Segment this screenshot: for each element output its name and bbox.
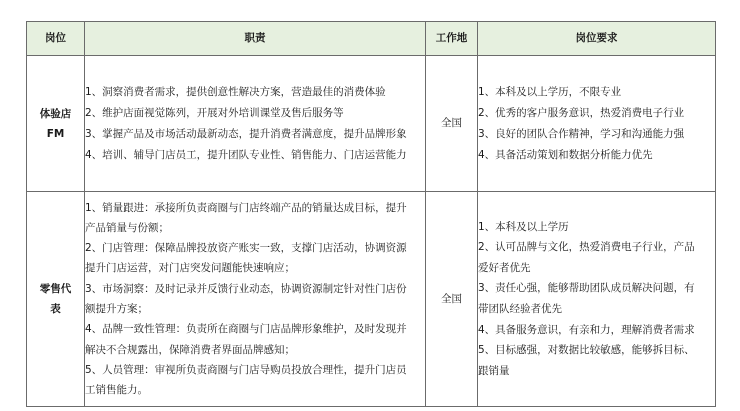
position-title-line: FM <box>46 127 65 140</box>
duty-item: 1、洞察消费者需求，提供创意性解决方案，营造最佳的消费体验 <box>85 85 386 98</box>
duty-line: 5、人员管理：审视所负责商圈与门店导购员投放合理性，提升门店员 <box>85 363 407 376</box>
duty-item: 4、培训、辅导门店员工，提升团队专业性、销售能力、门店运营能力 <box>85 148 407 161</box>
location-cell: 全国 <box>426 192 478 407</box>
position-cell <box>27 192 85 407</box>
header-location: 工作地 <box>426 22 478 56</box>
requirement-line: 爱好者优先 <box>478 261 531 274</box>
requirement-line: 4、具备服务意识，有亲和力，理解消费者需求 <box>478 323 695 336</box>
requirement-line: 跟销量 <box>478 364 510 377</box>
requirement-line: 3、责任心强，能够帮助团队成员解决问题，有 <box>478 282 695 295</box>
duty-line: 1、销量跟进：承接所负责商圈与门店终端产品的销量达成目标，提升 <box>85 201 407 214</box>
duty-line: 提升门店运营，对门店突发问题能快速响应； <box>85 262 295 275</box>
header-position: 岗位 <box>27 22 85 56</box>
position-title-line: 体验店 <box>39 107 72 120</box>
requirement-item: 3、良好的团队合作精神，学习和沟通能力强 <box>478 127 685 140</box>
duty-line: 解决不合规露出，保障消费者界面品牌感知； <box>85 343 295 356</box>
header-requirements: 岗位要求 <box>478 22 716 56</box>
duty-item: 3、掌握产品及市场活动最新动态，提升消费者满意度，提升品牌形象 <box>85 127 407 140</box>
duties-cell <box>85 56 426 192</box>
job-table <box>26 21 716 407</box>
requirement-line: 带团队经验者优先 <box>478 303 562 315</box>
duty-line: 工销售能力。 <box>85 384 148 397</box>
duty-line: 产品销量与份额； <box>85 221 169 234</box>
requirement-line: 1、本科及以上学历 <box>478 220 569 233</box>
position-title-line: 零售代 <box>39 283 72 295</box>
duty-item: 2、维护店面视觉陈列，开展对外培训课堂及售后服务等 <box>85 106 344 119</box>
requirement-item: 2、优秀的客户服务意识，热爱消费电子行业 <box>478 106 685 119</box>
requirements-cell <box>478 56 716 192</box>
duty-line: 2、门店管理：保障品牌投放资产账实一致，支撑门店活动，协调资源 <box>85 242 407 255</box>
requirement-item: 1、本科及以上学历，不限专业 <box>478 85 622 98</box>
requirement-line: 2、认可品牌与文化，热爱消费电子行业，产品 <box>478 241 695 254</box>
duty-line: 4、品牌一致性管理：负责所在商圈与门店品牌形象维护，及时发现并 <box>85 323 407 336</box>
position-cell <box>27 56 85 192</box>
duty-line: 3、市场洞察：及时记录并反馈行业动态，协调资源制定针对性门店份 <box>85 282 407 295</box>
location-cell: 全国 <box>426 56 478 192</box>
header-row <box>27 22 716 56</box>
requirements-cell <box>478 192 716 407</box>
table-row <box>27 192 716 407</box>
duties-cell <box>85 192 426 407</box>
requirement-item: 4、具备活动策划和数据分析能力优先 <box>478 148 653 161</box>
table-row <box>27 56 716 192</box>
requirement-line: 5、目标感强，对数据比较敏感，能够拆目标、 <box>478 344 695 357</box>
duty-line: 额提升方案； <box>85 303 148 315</box>
header-duties: 职责 <box>85 22 426 56</box>
position-title-line: 表 <box>50 303 61 315</box>
